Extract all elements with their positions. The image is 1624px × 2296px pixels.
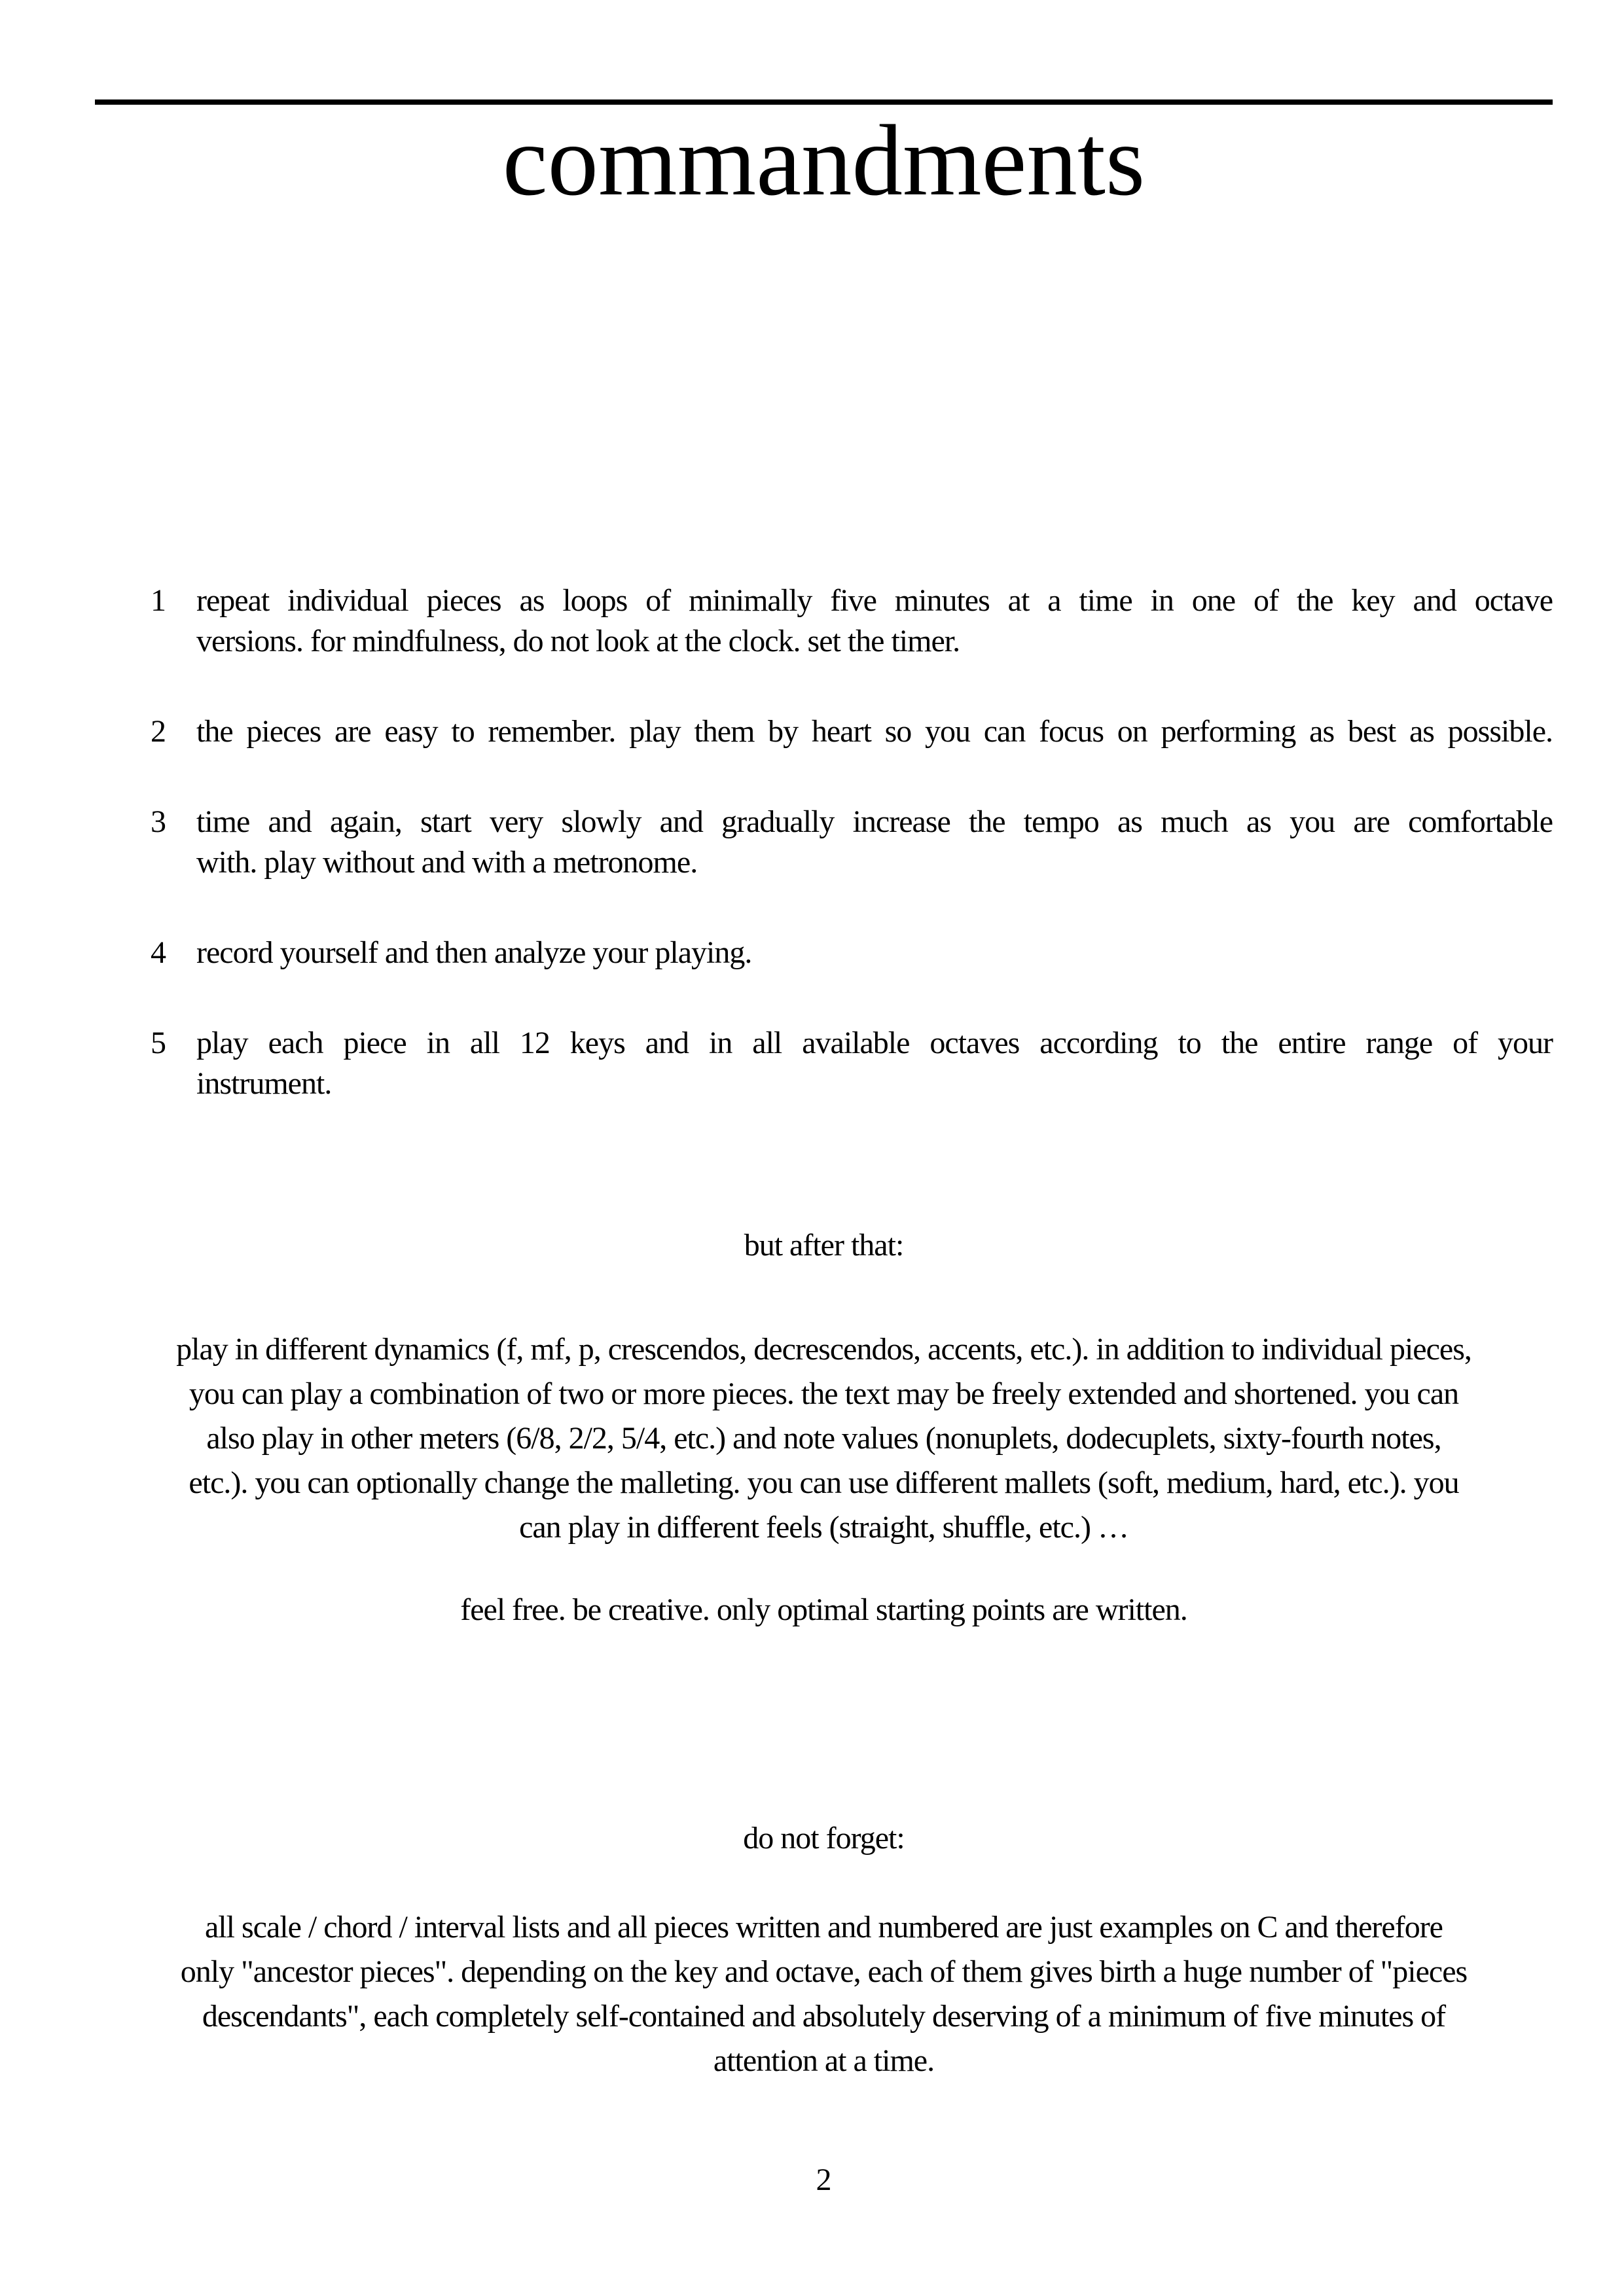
section-heading-but-after-that: but after that: [744, 1228, 904, 1263]
rules-list [95, 581, 1553, 1104]
section-paragraph [95, 1905, 1553, 2083]
section-heading-do-not-forget: do not forget: [743, 1821, 905, 1856]
list-item-line: time and again, start very slowly and gradually increase the tempo as much as you are comfortable [196, 804, 1553, 839]
note-line: feel free. be creative. only optimal starting points are written. [460, 1592, 1187, 1627]
paragraph-line: attention at a time. [713, 2043, 935, 2078]
list-item [95, 581, 1553, 662]
paragraph-line: only "ancestor pieces". depending on the key and octave, each of them gives birth a huge number of "pieces [180, 1954, 1468, 1989]
paragraph-line: also play in other meters (6/8, 2/2, 5/4, etc.) and note values (nonuplets, dodecuplets, sixty-fourth notes, [206, 1421, 1441, 1456]
list-item-number: 3 [151, 804, 166, 839]
paragraph-line: descendants", each completely self-contained and absolutely deserving of a minimum of five minutes of [202, 1999, 1446, 2034]
list-item-line: repeat individual pieces as loops of minimally five minutes at a time in one of the key and octave [196, 583, 1553, 618]
paragraph-line: you can play a combination of two or more pieces. the text may be freely extended and shortened. you can [189, 1376, 1459, 1411]
section-paragraph [95, 1327, 1553, 1550]
list-item-line: play each piece in all 12 keys and in all available octaves according to the entire range of your [196, 1026, 1553, 1060]
page-number: 2 [816, 2162, 832, 2197]
paragraph-line: all scale / chord / interval lists and all pieces written and numbered are just examples on C and therefore [205, 1910, 1443, 1945]
list-item-line: versions. for mindfulness, do not look at the clock. set the timer. [196, 624, 960, 658]
list-item-number: 5 [151, 1026, 166, 1060]
list-item-number: 2 [151, 714, 166, 749]
list-item [95, 802, 1553, 883]
paragraph-line: can play in different feels (straight, shuffle, etc.) … [519, 1510, 1128, 1545]
list-item [95, 1023, 1553, 1104]
list-item-line: instrument. [196, 1066, 332, 1101]
list-item-number: 4 [151, 935, 166, 970]
list-item-number: 1 [151, 583, 166, 618]
list-item-line: with. play without and with a metronome. [196, 845, 698, 880]
paragraph-line: play in different dynamics (f, mf, p, crescendos, decrescendos, accents, etc.). in addition to individual pieces, [176, 1332, 1471, 1367]
list-item [95, 933, 1553, 973]
paragraph-line: etc.). you can optionally change the malleting. you can use different mallets (soft, medium, hard, etc.). you [189, 1465, 1459, 1500]
page-title: commandments [502, 104, 1146, 217]
list-item [95, 711, 1553, 752]
list-item-line: the pieces are easy to remember. play them by heart so you can focus on performing as best as possible. [196, 714, 1553, 749]
list-item-line: record yourself and then analyze your playing. [196, 935, 752, 970]
